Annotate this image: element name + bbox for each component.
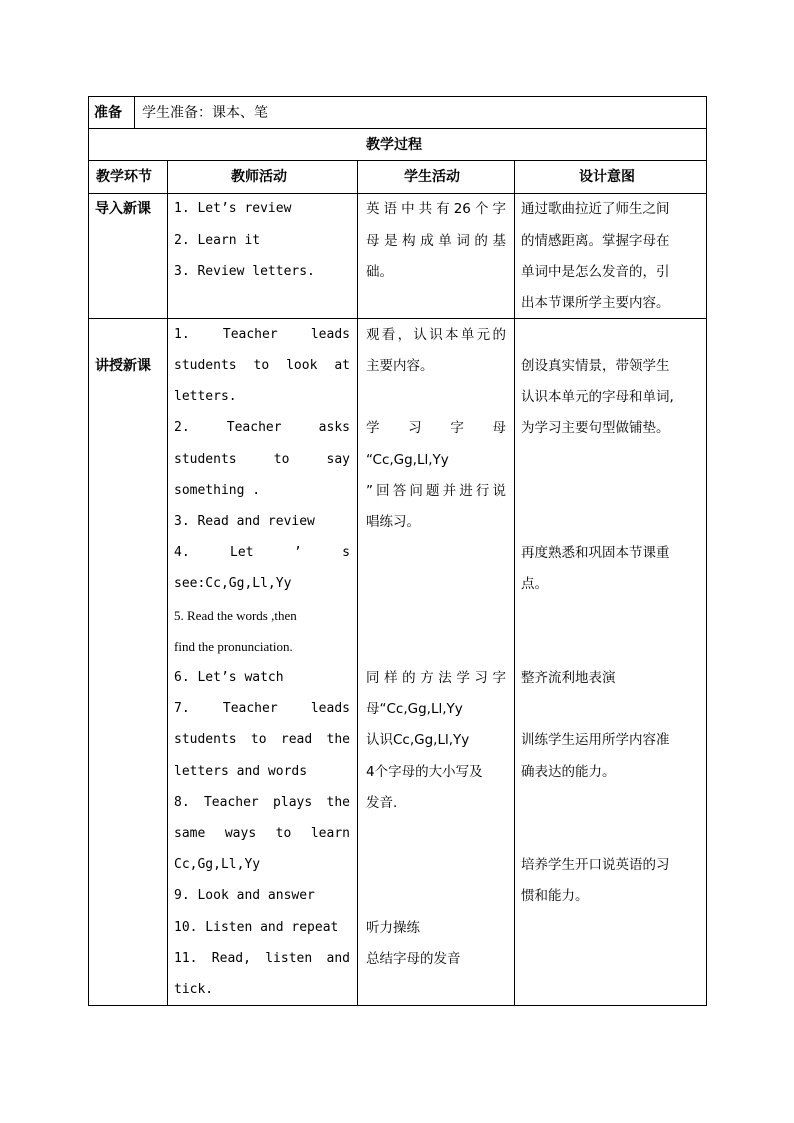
row-rule xyxy=(88,160,707,161)
teacher-line: 10. Listen and repeat xyxy=(174,920,339,935)
intent-line: 创设真实情景，带领学生 xyxy=(521,358,670,374)
teacher-line: 7. Teacher leads xyxy=(174,701,350,716)
intent-line: 通过歌曲拉近了师生之间 xyxy=(521,201,670,217)
row-rule xyxy=(88,318,707,319)
stage-label: 导入新课 xyxy=(95,201,151,217)
teacher-line: 11. Read, listen and xyxy=(174,951,350,966)
student-line: 学 习 字 母 xyxy=(366,420,506,436)
prep-content: 学生准备：课本、笔 xyxy=(142,105,268,121)
header-stage: 教学环节 xyxy=(96,169,152,185)
teacher-line: find the pronunciation. xyxy=(174,639,293,654)
teacher-line: 5. Read the words ,then xyxy=(174,608,297,623)
teacher-line: 8. Teacher plays the xyxy=(174,795,350,810)
table-border-left xyxy=(88,96,89,1006)
header-intent: 设计意图 xyxy=(579,169,635,185)
student-line: 同样的方法学习字 xyxy=(366,670,506,686)
header-teacher: 教师活动 xyxy=(231,169,287,185)
teacher-line: letters. xyxy=(174,389,237,404)
prep-label: 准备 xyxy=(94,105,122,121)
intent-line: 点。 xyxy=(521,576,548,592)
teacher-line: letters and words xyxy=(174,764,308,779)
teacher-line: Cc,Gg,Ll,Yy xyxy=(174,857,261,872)
student-line: 母“Cc,Gg,Ll,Yy xyxy=(366,701,463,717)
intent-line: 认识本单元的字母和单词, xyxy=(521,389,674,405)
intent-line: 单词中是怎么发音的，引 xyxy=(521,264,670,280)
teacher-line: 9. Look and answer xyxy=(174,888,315,903)
intent-line: 为学习主要句型做铺垫。 xyxy=(521,420,670,436)
intent-line: 培养学生开口说英语的习 xyxy=(521,857,670,873)
student-line: 认识Cc,Gg,Ll,Yy xyxy=(366,732,470,748)
table-border-bottom xyxy=(88,1005,707,1006)
intent-line: 的情感距离。掌握字母在 xyxy=(521,233,670,249)
intent-line: 出本节课所学主要内容。 xyxy=(521,295,670,311)
intent-line: 整齐流利地表演 xyxy=(521,670,616,686)
teacher-line: 1. Let’s review xyxy=(174,201,292,216)
student-line: 英语中共有26个字 xyxy=(366,201,506,217)
table-border-right xyxy=(706,96,707,1006)
teacher-line: 2. Learn it xyxy=(174,233,261,248)
intent-line: 再度熟悉和巩固本节课重 xyxy=(521,545,670,561)
intent-line: 惯和能力。 xyxy=(521,888,589,904)
col-rule xyxy=(357,160,358,1006)
row-rule xyxy=(88,193,707,194)
student-line: 总结字母的发音 xyxy=(366,951,461,967)
teacher-line: students to look at xyxy=(174,358,350,373)
section-title: 教学过程 xyxy=(366,137,422,153)
teacher-line: 6. Let’s watch xyxy=(174,670,284,685)
student-line: ”回答问题并进行说 xyxy=(366,483,506,499)
header-student: 学生活动 xyxy=(404,169,460,185)
student-line: “Cc,Gg,Ll,Yy xyxy=(366,452,449,468)
col-rule xyxy=(514,160,515,1006)
student-line: 4个字母的大小写及 xyxy=(366,764,483,780)
intent-line: 确表达的能力。 xyxy=(521,764,616,780)
student-line: 唱练习。 xyxy=(366,514,420,530)
teacher-line: see:Cc,Gg,Ll,Yy xyxy=(174,576,292,591)
teacher-line: 4. Let ’ s xyxy=(174,545,350,560)
student-line: 主要内容。 xyxy=(366,358,434,374)
student-line: 观看，认识本单元的 xyxy=(366,327,506,343)
teacher-line: 1. Teacher leads xyxy=(174,327,350,342)
teacher-line: students to read the xyxy=(174,732,350,747)
row-rule xyxy=(88,128,707,129)
teacher-line: 3. Review letters. xyxy=(174,264,315,279)
teacher-line: same ways to learn xyxy=(174,826,350,841)
teacher-line: 2. Teacher asks xyxy=(174,420,350,435)
student-line: 础。 xyxy=(366,264,393,280)
student-line: 发音. xyxy=(366,795,398,811)
teacher-line: students to say xyxy=(174,452,350,467)
intent-line: 训练学生运用所学内容准 xyxy=(521,732,670,748)
table-border-top xyxy=(88,96,707,97)
teacher-line: tick. xyxy=(174,982,214,997)
student-line: 母是构成单词的基 xyxy=(366,233,506,249)
col-rule xyxy=(167,160,168,1006)
teacher-line: something . xyxy=(174,483,261,498)
student-line: 听力操练 xyxy=(366,920,420,936)
prep-divider xyxy=(134,96,135,129)
teacher-line: 3. Read and review xyxy=(174,514,315,529)
stage-label: 讲授新课 xyxy=(95,358,151,374)
